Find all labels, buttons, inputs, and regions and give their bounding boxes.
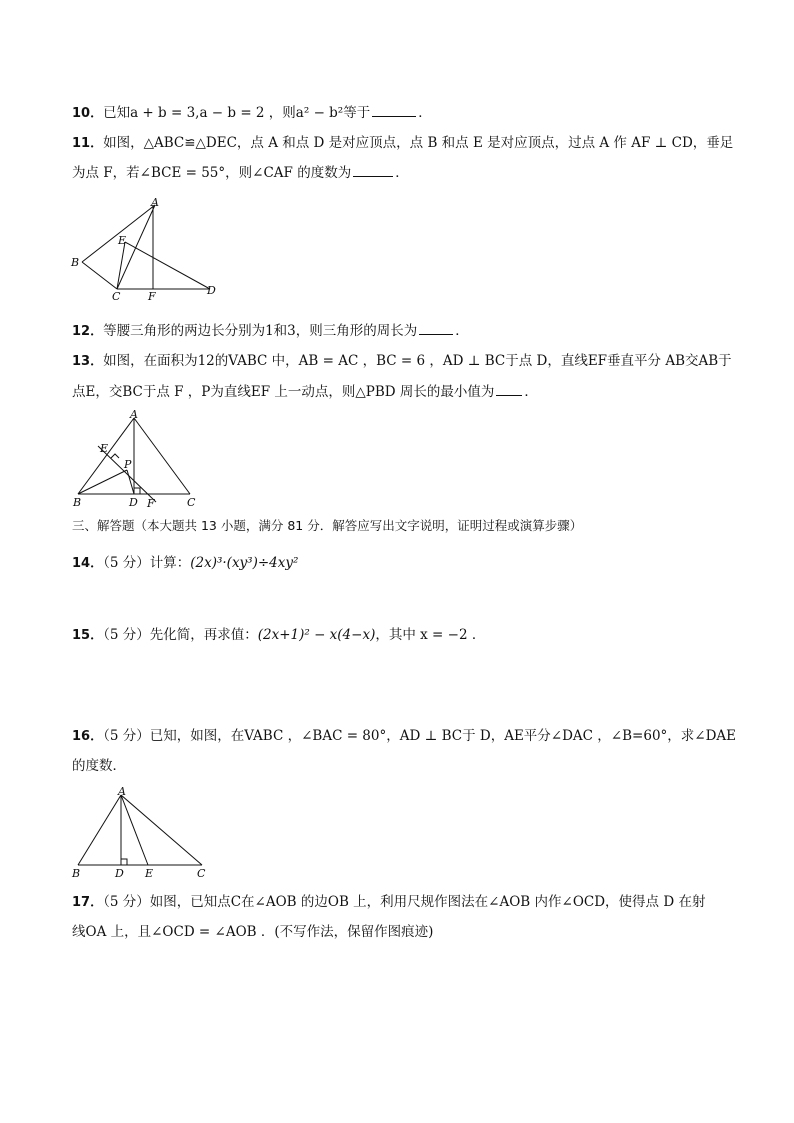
label-c: C [112,290,121,303]
question-prefix: （5 分）计算： [103,555,191,571]
label-a: A [130,408,138,421]
question-number: 14． [72,556,104,571]
label-b: B [72,867,81,880]
question-number: 16． [72,729,104,744]
label-d: D [129,496,138,509]
figure-q11 [70,198,230,302]
answer-blank[interactable] [496,382,522,396]
question-text-end: ． [418,105,432,121]
math-expression: (2x)³·(xy³)÷4xy² [190,555,299,571]
question-text: 等腰三角形的两边长分别为1和3，则三角形的周长为 [103,323,418,339]
question-number: 17． [72,895,104,910]
section-3-heading: 三、解答题（本大题共 13 小题，满分 81 分．解答应写出文字说明，证明过程或演算步骤） [72,518,583,533]
label-a: A [151,196,159,209]
question-text: 为点 F，若∠BCE = 55°，则∠CAF 的度数为 [72,165,352,181]
question-number: 12． [72,324,104,339]
question-text-end: ． [395,165,409,181]
label-d: D [207,284,216,297]
question-10 [72,103,722,123]
question-text: 点E，交BC于点 F ，P为直线EF 上一动点，则△PBD 周长的最小值为 [72,384,495,400]
question-text-end: ． [524,384,538,400]
question-17-line-1 [72,893,722,912]
label-f: F [148,290,156,303]
math-expression: (2x+1)² − x(4−x) [257,627,376,643]
label-f: F [147,497,155,510]
question-suffix: ，其中 x = −2 ． [375,627,486,643]
question-number: 13． [72,354,104,369]
answer-blank[interactable] [372,103,416,117]
answer-blank[interactable] [419,321,453,335]
question-11-line-1 [72,134,734,153]
question-prefix: （5 分）先化简，再求值： [103,627,258,643]
question-text: 线OA 上，且∠OCD = ∠AOB ．(不写作法，保留作图痕迹) [72,924,434,940]
label-e: E [145,867,154,880]
question-13-line-1 [72,352,732,371]
question-text: 如图，在面积为12的VABC 中，AB = AC ，BC = 6 ，AD ⊥ BC于点 D，直线EF垂直平分 AB交AB于 [103,353,732,369]
question-number: 10． [72,106,104,121]
question-13-line-2 [72,382,722,401]
label-e: E [118,234,127,247]
question-text: （5 分）如图，已知点C在∠AOB 的边OB 上，利用尺规作图法在∠AOB 内作∠OCD，使得点 D 在射 [103,894,706,910]
label-p: P [124,458,132,471]
label-b: B [73,496,82,509]
question-16-line-2 [72,757,722,775]
label-e: E [100,442,109,455]
label-a: A [118,785,126,798]
label-b: B [71,256,80,269]
question-text: 已知a + b = 3,a − b = 2 ，则a² − b²等于 [103,105,371,121]
question-text: （5 分）已知，如图，在VABC ，∠BAC = 80°，AD ⊥ BC于 D，AE平分∠DAC ，∠B=60°，求∠DAE [103,728,737,744]
question-14 [72,554,722,573]
question-text: 如图，△ABC≌△DEC，点 A 和点 D 是对应顶点，点 B 和点 E 是对应顶点，过点 A 作 AF ⊥ CD，垂足 [103,135,734,151]
question-16-line-1 [72,727,737,746]
question-number: 11． [72,136,104,151]
label-c: C [197,867,206,880]
question-11-line-2 [72,163,722,182]
label-c: C [187,496,196,509]
question-17-line-2 [72,923,722,941]
label-d: D [115,867,124,880]
question-number: 15． [72,628,104,643]
figure-q13 [70,408,210,510]
question-text-end: ． [455,323,469,339]
question-12 [72,321,722,341]
answer-blank[interactable] [353,163,393,177]
question-15 [72,626,722,645]
figure-q16 [70,785,220,879]
question-text: 的度数． [72,758,126,774]
